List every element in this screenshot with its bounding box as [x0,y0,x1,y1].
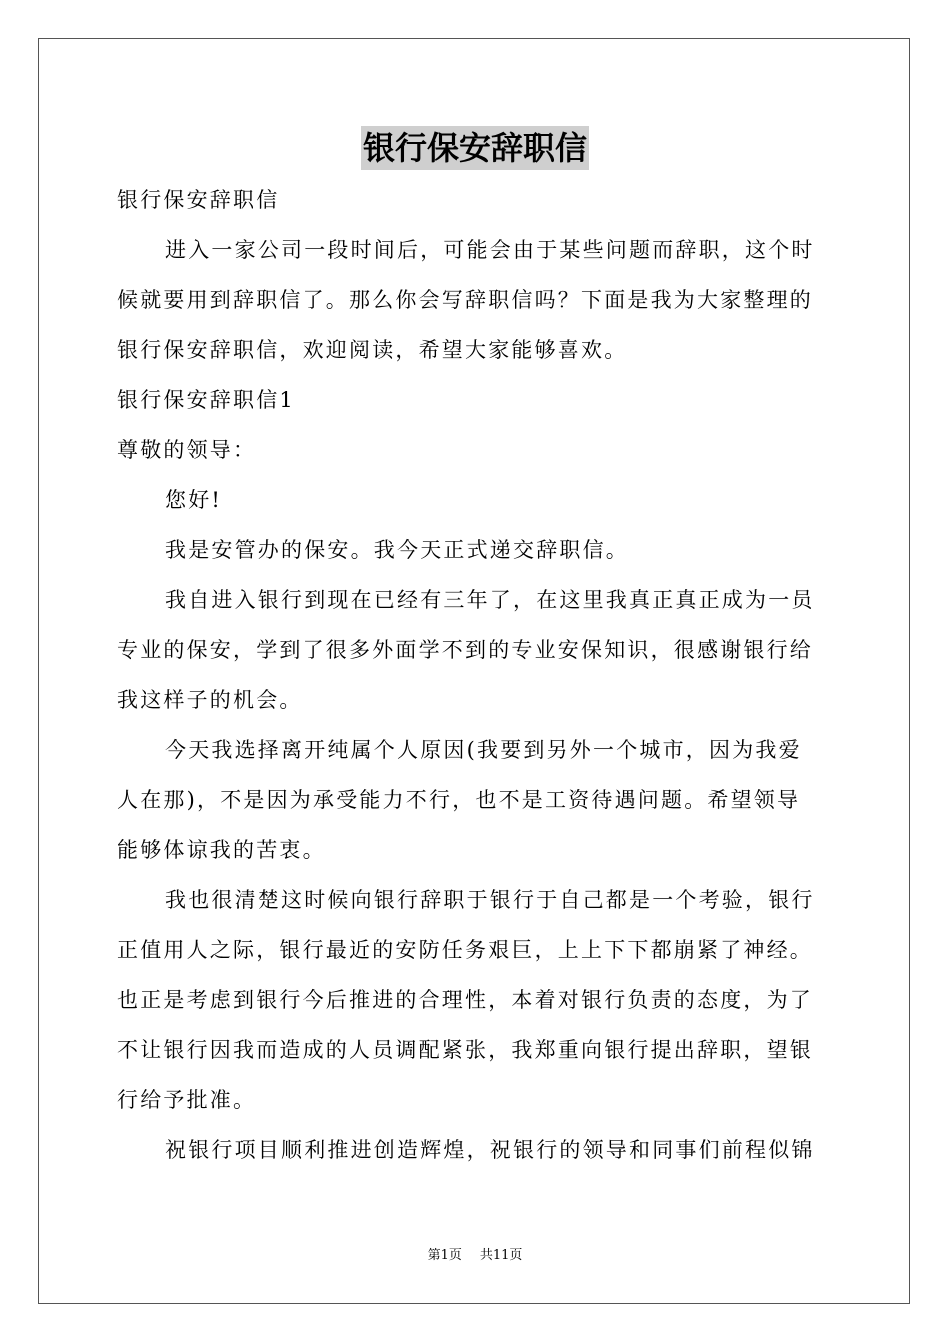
text-line: 银行保安辞职信1 [117,388,295,412]
text-line: 专业的保安，学到了很多外面学不到的专业安保知识，很感谢银行给 [117,638,813,662]
text-line: 尊敬的领导： [117,438,257,462]
page-total: 共11页 [479,1248,523,1263]
document-title: 银行保安辞职信 [361,126,589,170]
text-line: 我自进入银行到现在已经有三年了，在这里我真正真正成为一员 [165,588,815,612]
title-container [0,126,950,170]
text-line: 祝银行项目顺利推进创造辉煌，祝银行的领导和同事们前程似锦 [165,1138,815,1162]
text-line: 我也很清楚这时候向银行辞职于银行于自己都是一个考验，银行 [165,888,815,912]
text-line: 我这样子的机会。 [117,688,303,712]
text-line: 人在那)，不是因为承受能力不行，也不是工资待遇问题。希望领导 [117,788,801,812]
text-line: 我是安管办的保安。我今天正式递交辞职信。 [165,538,629,562]
text-line: 候就要用到辞职信了。那么你会写辞职信吗？下面是我为大家整理的 [117,288,813,312]
text-line: 能够体谅我的苦衷。 [117,838,326,862]
text-line: 也正是考虑到银行今后推进的合理性，本着对银行负责的态度，为了 [117,988,813,1012]
text-line: 进入一家公司一段时间后，可能会由于某些问题而辞职，这个时 [165,238,815,262]
text-line: 银行保安辞职信，欢迎阅读，希望大家能够喜欢。 [117,338,628,362]
text-line: 您好! [165,488,223,512]
text-line: 正值用人之际，银行最近的安防任务艰巨，上上下下都崩紧了神经。 [117,938,813,962]
text-line: 行给予批准。 [117,1088,257,1112]
page-footer [0,1246,950,1266]
page-number: 第1页 [427,1248,462,1263]
text-line: 银行保安辞职信 [117,188,280,212]
document-body [117,175,835,1175]
text-line: 不让银行因我而造成的人员调配紧张，我郑重向银行提出辞职，望银 [117,1038,813,1062]
text-line: 今天我选择离开纯属个人原因(我要到另外一个城市，因为我爱 [165,738,802,762]
